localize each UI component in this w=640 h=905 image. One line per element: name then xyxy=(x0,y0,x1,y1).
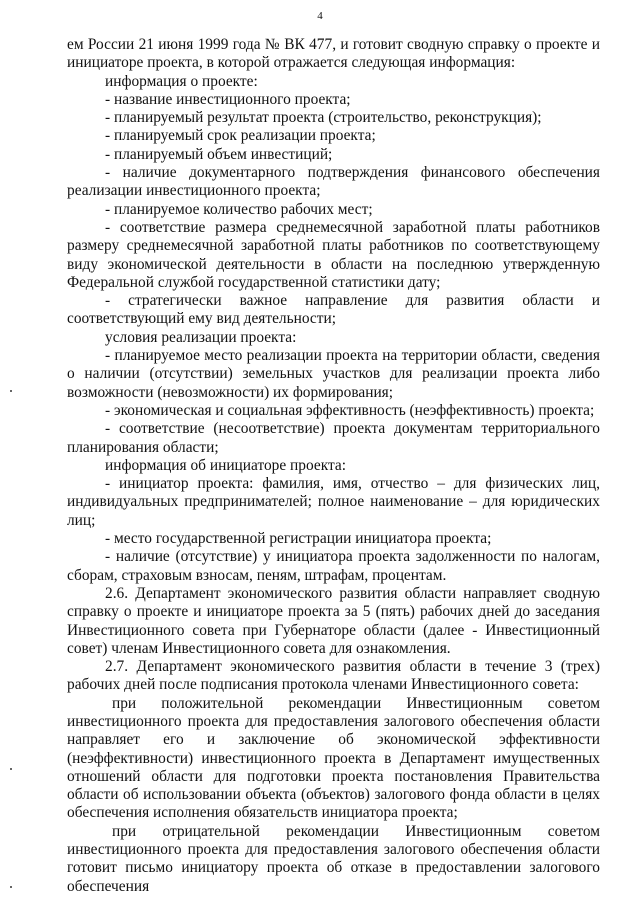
paragraph: - место государственной регистрации инициатора проекта; xyxy=(105,530,492,548)
paragraph: - планируемый срок реализации проекта; xyxy=(105,127,376,145)
paragraph: ем России 21 июня 1999 года № ВК 477, и готовит сводную справку о проекте и инициаторе проекта, в которой отражается следующая информация: xyxy=(67,36,600,72)
document-body xyxy=(67,36,600,896)
paragraph: - стратегически важное направление для развития области и соответствующий ему вид деятельности; xyxy=(67,292,600,328)
page-number: 4 xyxy=(317,10,323,22)
paragraph: при отрицательной рекомендации Инвестиционным советом инвестиционного проекта для предоставления залогового обеспечения области готовит письмо инициатору проекта об отказе в предоставлении залогового обеспечения xyxy=(67,822,600,895)
paragraph: - планируемое место реализации проекта на территории области, сведения о наличии (отсутствии) земельных участков для реализации проекта либо возможности (невозможности) их формирования; xyxy=(67,347,600,401)
paragraph: - соответствие (несоответствие) проекта документам территориального планирования области; xyxy=(67,420,600,456)
paragraph: информация о проекте: xyxy=(105,72,258,90)
margin-mark xyxy=(10,886,12,888)
paragraph: - наличие (отсутствие) у инициатора проекта задолженности по налогам, сборам, страховым взносам, пеням, штрафам, процентам. xyxy=(67,548,600,584)
paragraph: условия реализации проекта: xyxy=(105,328,297,346)
paragraph: - инициатор проекта: фамилия, имя, отчество – для физических лиц, индивидуальных предпринимателей; полное наименование – для юридических лиц; xyxy=(67,475,600,529)
paragraph: 2.6. Департамент экономического развития области направляет сводную справку о проекте и инициаторе проекта за 5 (пять) рабочих дней до заседания Инвестиционного совета при Губернаторе области (далее - Инвестиционный совет) членам Инвестиционного совета для ознакомления. xyxy=(67,584,600,657)
paragraph: - название инвестиционного проекта; xyxy=(105,90,351,108)
paragraph: - планируемый объем инвестиций; xyxy=(105,145,333,163)
margin-mark xyxy=(10,768,12,770)
paragraph: - экономическая и социальная эффективность (неэффективность) проекта; xyxy=(105,401,595,419)
paragraph: - планируемый результат проекта (строительство, реконструкция); xyxy=(105,109,542,127)
paragraph: - планируемое количество рабочих мест; xyxy=(105,200,373,218)
paragraph: 2.7. Департамент экономического развития области в течение 3 (трех) рабочих дней после подписания протокола членами Инвестиционного совета: xyxy=(67,658,600,694)
paragraph: информация об инициаторе проекта: xyxy=(105,456,346,474)
paragraph: при положительной рекомендации Инвестиционным советом инвестиционного проекта для предоставления залогового обеспечения области направляет его и заключение об экономической эффективности (неэффективности) инвестиционного проекта в Департамент имущественных отношений области для подготовки проекта постановления Правительства области об использовании объекта (объектов) залогового фонда области в целях обеспечения исполнения обязательств инициатора проекта; xyxy=(67,694,600,822)
paragraph: - наличие документарного подтверждения финансового обеспечения реализации инвестиционного проекта; xyxy=(67,164,600,200)
paragraph: - соответствие размера среднемесячной заработной платы работников размеру среднемесячной заработной платы работников по соответствующему виду экономической деятельности в области на последнюю утвержденную Федеральной службой государственной статистики дату; xyxy=(67,218,600,291)
margin-mark xyxy=(10,390,12,392)
